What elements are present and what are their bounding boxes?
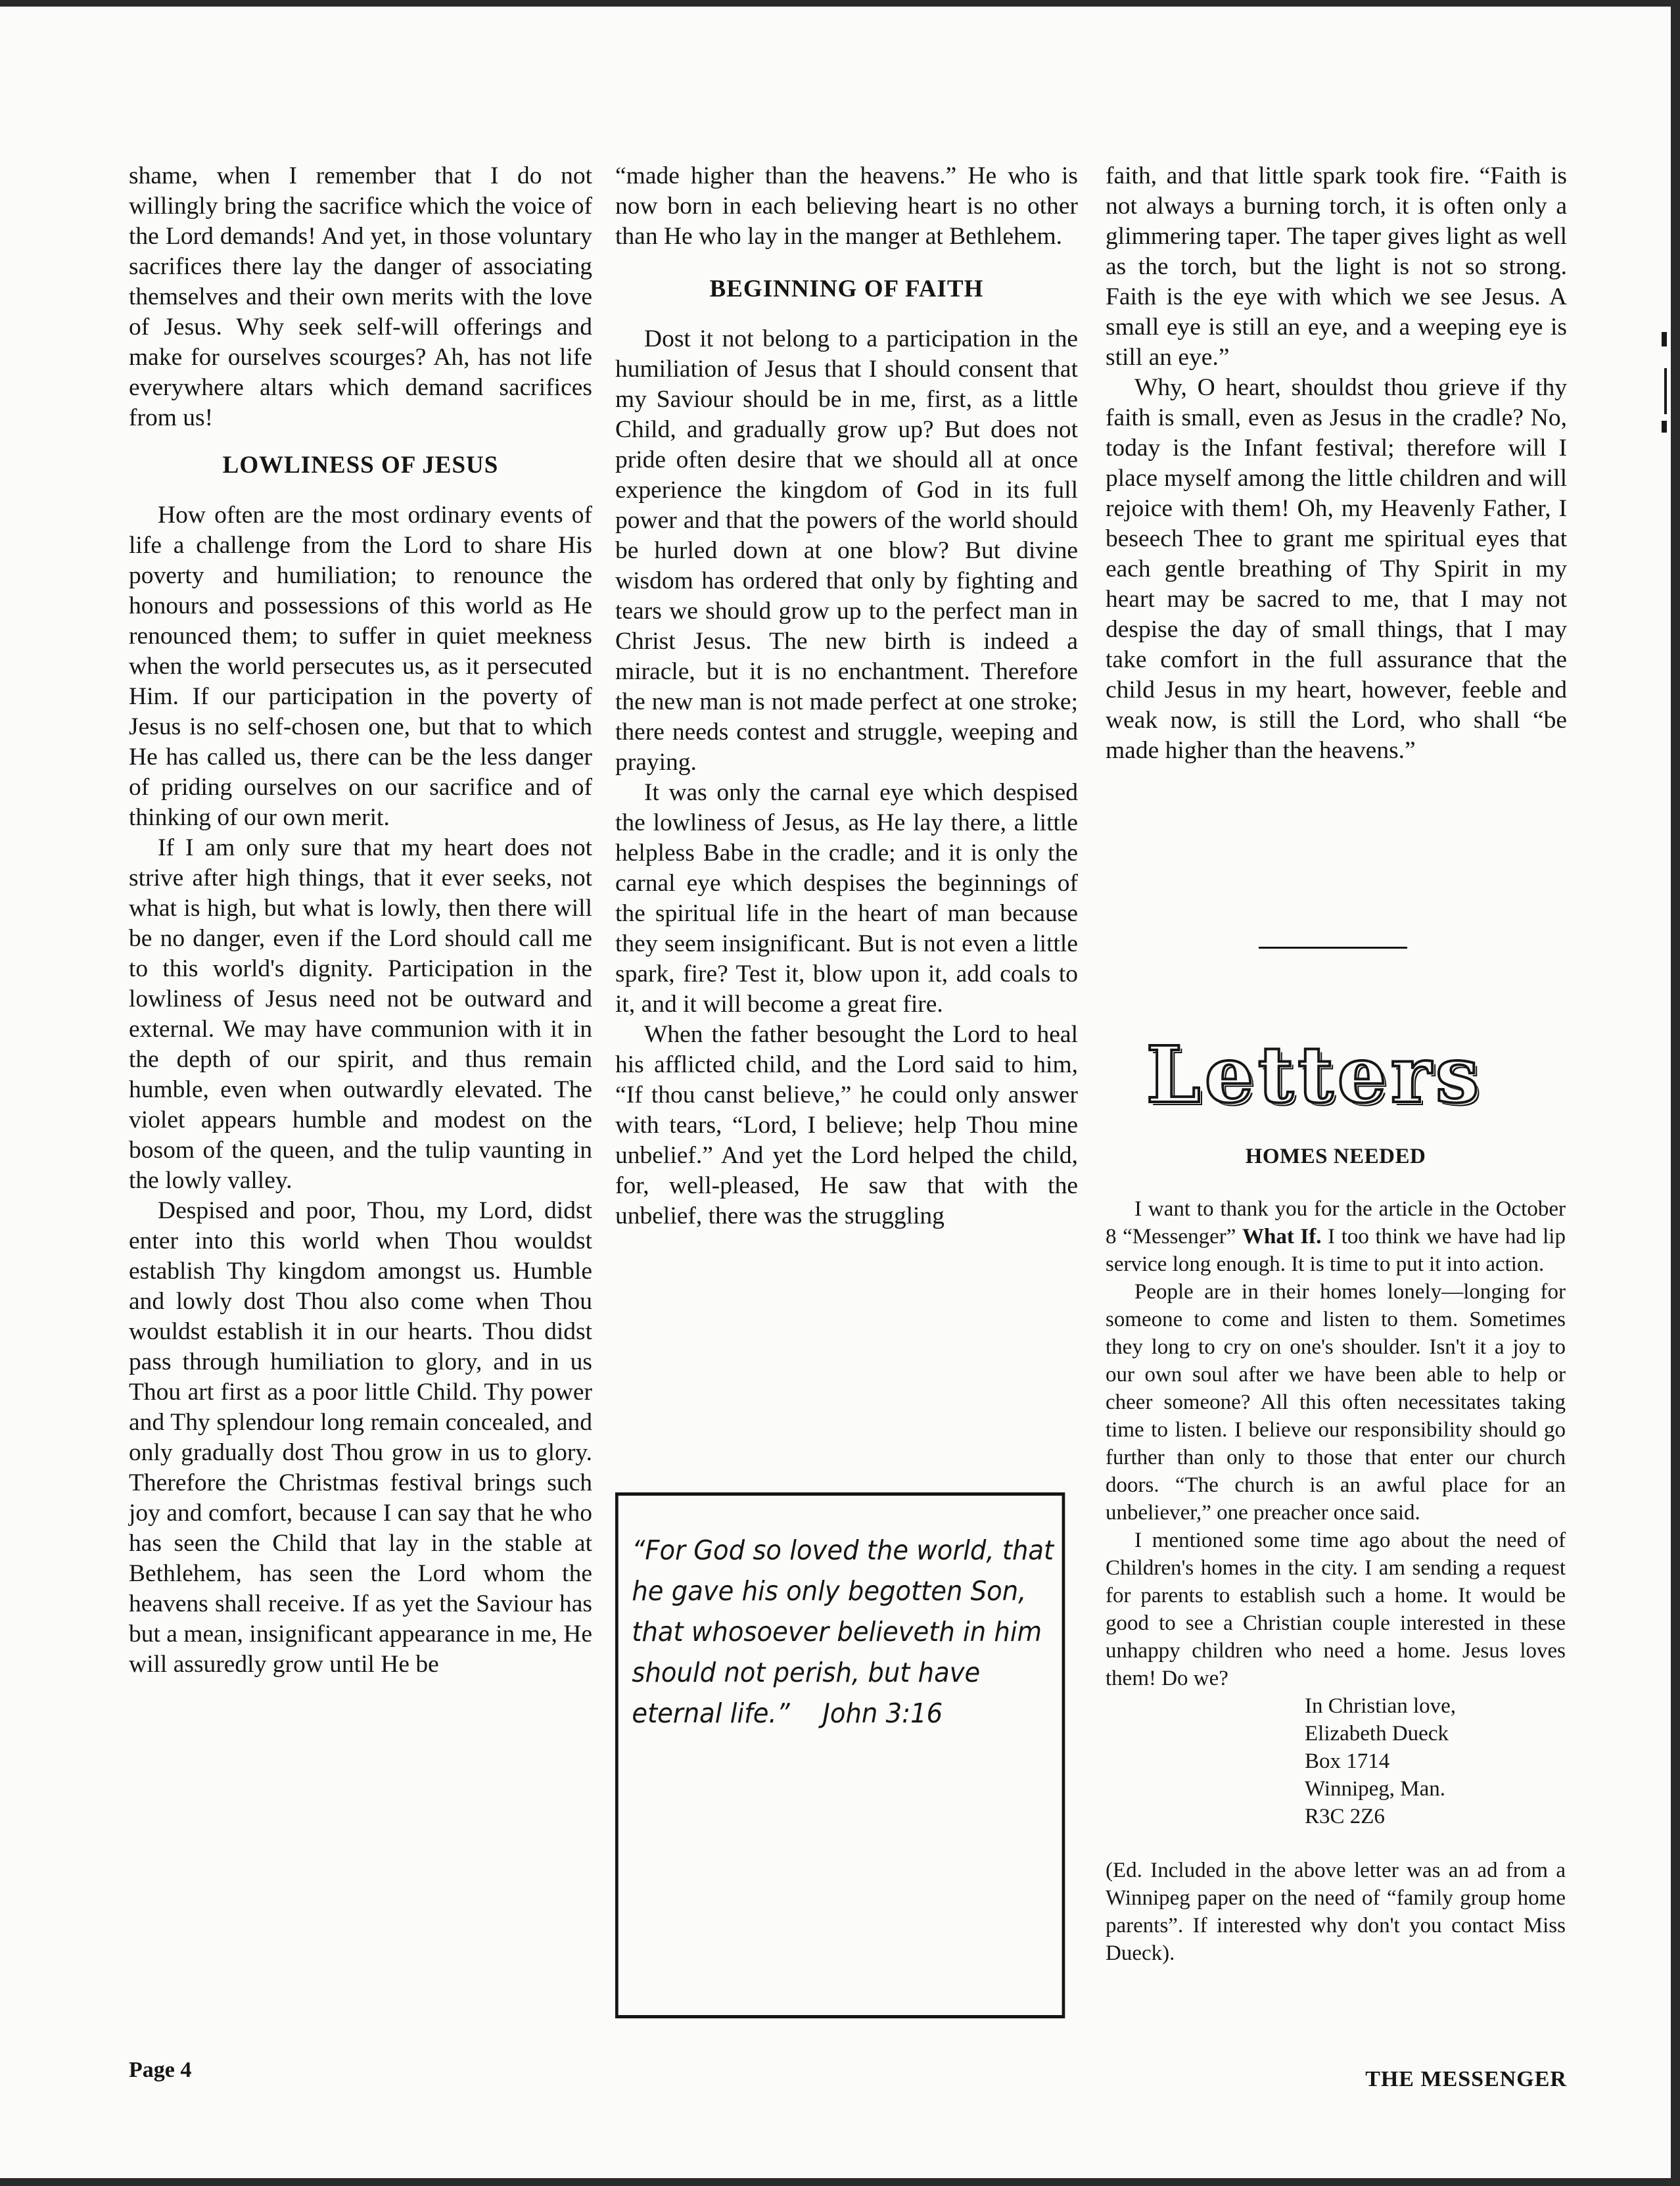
body-paragraph: How often are the most ordinary events of life a challenge from the Lord to share His poverty and humiliation; to renounce the honours and possessions of this world as He renounced them; to suffer in quiet meekness when the world persecutes us, as it persecuted Him. If our participation in the poverty of Jesus is no self-chosen one, but that to which He has called us, there can be the less danger of priding ourselves on our sacrifice and of thinking of our own merit. (129, 502, 592, 831)
signature-line: Box 1714 (1305, 1749, 1390, 1773)
signature-line: R3C 2Z6 (1305, 1805, 1385, 1828)
body-paragraph: If I am only sure that my heart does not strive after high things, that it ever seeks, not what is high, but what is lowly, then there will be no danger, even if the Lord should call me to this world's dignity. Participation in the lowliness of Jesus need not be outward and external. We may have communion with it in the depth of our spirit, and thus remain humble, even when outwardly elevated. The violet appears humble and modest on the bosom of the queen, and the tulip vaunting in the lowly valley. (129, 834, 592, 1194)
scan-border-bottom (0, 2178, 1680, 2186)
section-divider (1259, 947, 1407, 949)
column-left (129, 161, 592, 1680)
body-paragraph: Dost it not belong to a participation in the humiliation of Jesus that I should consent that my Saviour should be in me, first, as a little Child, and gradually grow up? But does not pride often desire that we should all at once experience the kingdom of God in its full power and that the powers of the world should be hurled down at one blow? But divine wisdom has ordered that only by fighting and tears we should grow up to the perfect man in Christ Jesus. The new birth is indeed a miracle, but it is no enchantment. Therefore the new man is not made perfect at one stroke; there needs contest and struggle, weeping and praying. (615, 325, 1078, 776)
body-paragraph: When the father besought the Lord to heal his afflicted child, and the Lord said to him, “If thou canst believe,” he could only answer with tears, “Lord, I believe; help Thou mine unbelief.” And yet the Lord helped the child, for, well-pleased, He saw that with the unbelief, there was the struggling (615, 1021, 1078, 1229)
margin-mark (1662, 421, 1667, 433)
letter-heading: HOMES NEEDED (1245, 1145, 1426, 1168)
letters-section-title: Letters (1146, 1029, 1483, 1120)
section-heading-faith: BEGINNING OF FAITH (709, 275, 984, 302)
scripture-quote: “For God so loved the world, that he gave his only begotten Son, that whosoever believeth in him should not perish, but have eternal life.” (632, 1534, 1054, 1729)
scan-border-top (0, 0, 1680, 7)
signature-line: In Christian love, (1305, 1694, 1457, 1718)
signature-line: Elizabeth Dueck (1305, 1722, 1449, 1746)
letter-paragraph: People are in their homes lonely—longing for someone to come and listen to them. Sometimes they long to cry on one's shoulder. Isn't it a joy to our own soul after we have been able to help or cheer someone? All this often necessitates taking time to listen. I believe our responsibility should go further than only to those that enter our church doors. “The church is an awful place for an unbeliever,” one preacher once said. (1106, 1280, 1566, 1525)
page-number: Page 4 (129, 2058, 192, 2082)
article-title-reference: What If. (1242, 1225, 1322, 1248)
letter-paragraph: I want to thank you for the article in the October 8 “Messenger” What If. I too think we have had lip service long enough. It is time to put it into action. (1106, 1197, 1566, 1276)
body-paragraph: It was only the carnal eye which despised the lowliness of Jesus, as He lay there, a little helpless Babe in the cradle; and it is only the carnal eye which despises the beginnings of the spiritual life in the heart of man because they seem insignificant. But is not even a little spark, fire? Test it, blow upon it, add coals to it, and it will become a great fire. (615, 779, 1078, 1018)
margin-mark (1664, 368, 1667, 414)
scan-border-right (1671, 0, 1680, 2186)
publication-name: THE MESSENGER (1365, 2067, 1567, 2091)
column-middle (615, 161, 1078, 1231)
letter-signature (1305, 1692, 1566, 1830)
margin-mark (1662, 332, 1667, 346)
letter-to-editor (1106, 1143, 1566, 1967)
body-paragraph: faith, and that little spark took fire. “Faith is not always a burning torch, it is often only a glimmering taper. The taper gives light as well as the torch, but the light is not so strong. Faith is the eye with which we see Jesus. A small eye is still an eye, and a weeping eye is still an eye.” (1106, 162, 1567, 371)
body-paragraph: Why, O heart, shouldst thou grieve if thy faith is small, even as Jesus in the cradle? No, today is the Infant festival; therefore will I place myself among the little children and will rejoice with them! Oh, my Heavenly Father, I beseech Thee to grant me spiritual eyes that each gentle breathing of Thy Spirit in my heart may be sacred to me, that I may not despise the day of small things, that I may take comfort in the full assurance that the child Jesus in my heart, however, feeble and weak now, is still the Lord, who shall “be made higher than the heavens.” (1106, 374, 1567, 764)
scripture-quote-box (615, 1492, 1065, 2018)
body-paragraph: “made higher than the heavens.” He who is now born in each believing heart is no other than He who lay in the manger at Bethlehem. (615, 162, 1078, 250)
signature-line: Winnipeg, Man. (1305, 1777, 1446, 1801)
column-right (1106, 161, 1567, 766)
body-paragraph: shame, when I remember that I do not willingly bring the sacrifice which the voice of the Lord demands! And yet, in those voluntary sacrifices there lay the danger of associating themselves and their own merits with the love of Jesus. Why seek self-will offerings and make for ourselves scourges? Ah, has not life everywhere altars which demand sacrifices from us! (129, 162, 592, 431)
editor-note: (Ed. Included in the above letter was an ad from a Winnipeg paper on the need of “family group home parents”. If interested why don't you contact Miss Dueck). (1106, 1859, 1566, 1965)
section-heading-lowliness: LOWLINESS OF JESUS (222, 452, 499, 479)
body-paragraph: Despised and poor, Thou, my Lord, didst enter into this world when Thou wouldst establish Thy kingdom amongst us. Humble and lowly dost Thou also come when Thou wouldst establish it in our hearts. Thou didst pass through humiliation to glory, and in us Thou art first as a poor little Child. Thy power and Thy splendour long remain concealed, and only gradually dost Thou grow in us to glory. Therefore the Christmas festival brings such joy and comfort, because I can say that he who has seen the Child that lay in the stable at Bethlehem, has seen the Lord whom the heavens shall receive. If as yet the Saviour has but a mean, insignificant appearance in me, He will assuredly grow until He be (129, 1197, 592, 1678)
letter-paragraph: I mentioned some time ago about the need of Children's homes in the city. I am sending a request for parents to establish such a home. It would be good to see a Christian couple interested in these unhappy children who need a home. Jesus loves them! Do we? (1106, 1529, 1566, 1690)
scripture-reference: John 3:16 (822, 1698, 943, 1729)
